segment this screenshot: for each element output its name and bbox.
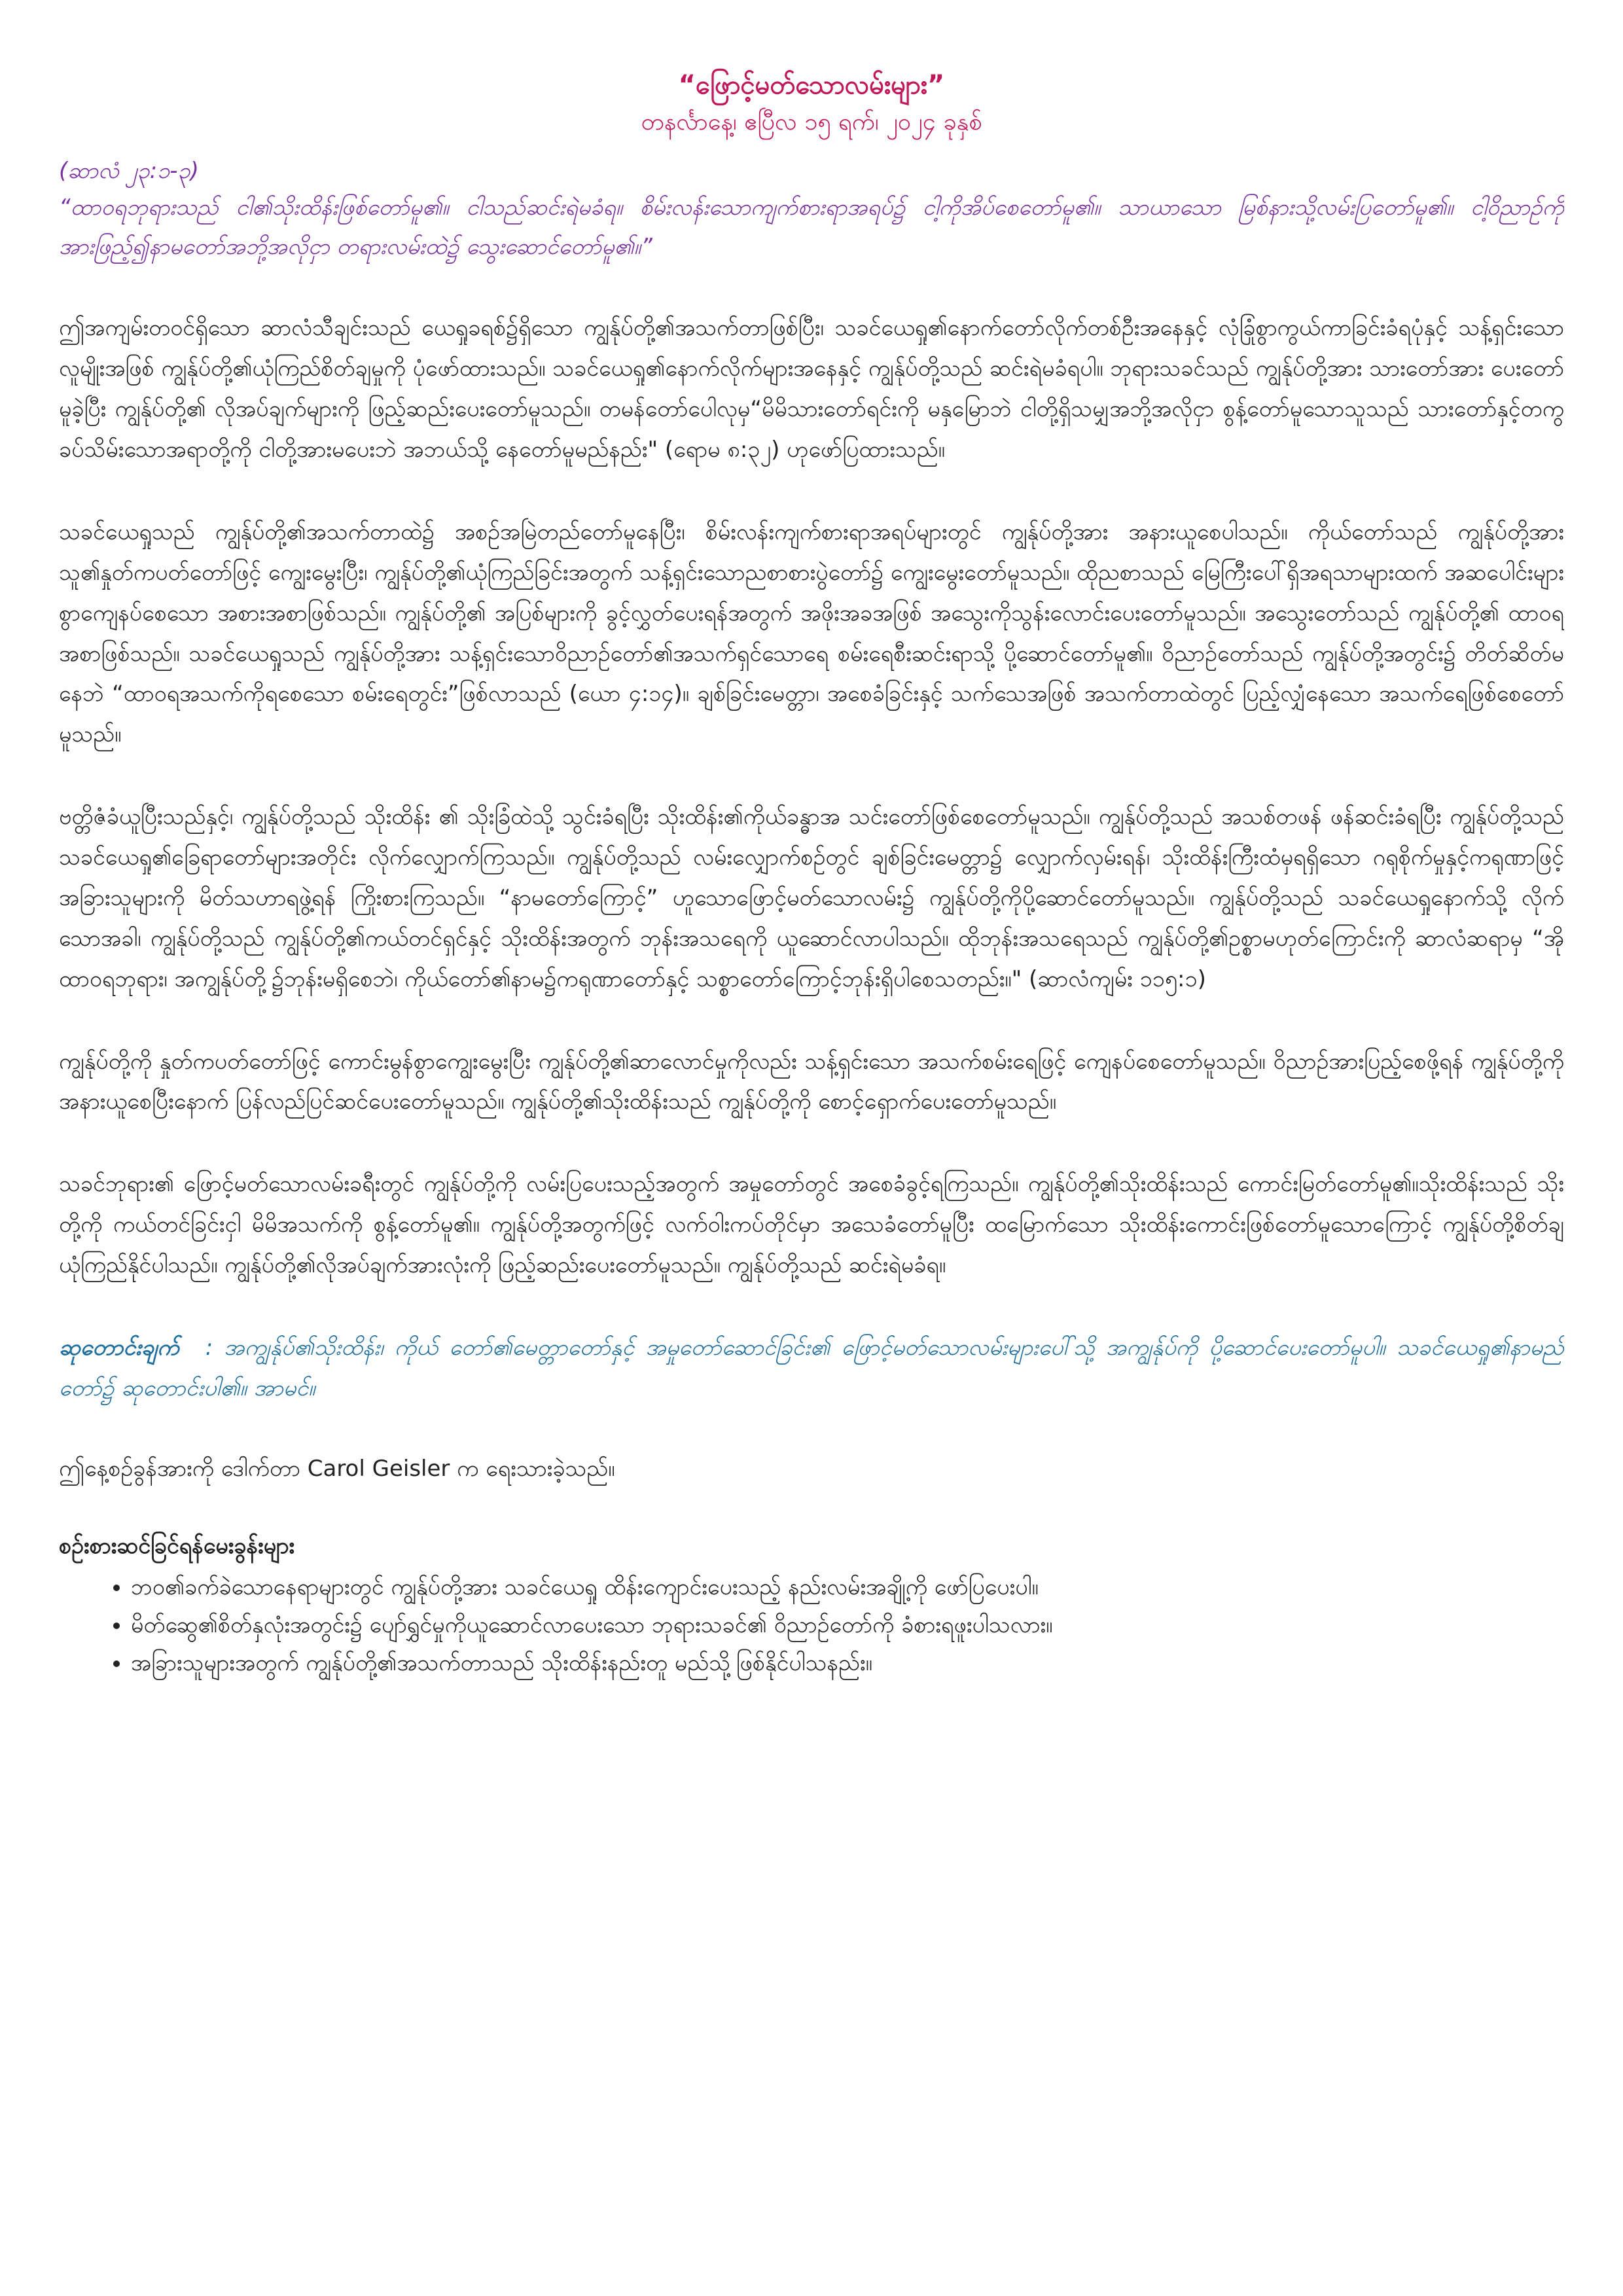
body-paragraph: ဗတ္တိဇံခံယူပြီးသည်နှင့်၊ ကျွန်ုပ်တို့သည် သိုးထိန်း ၏ သိုးခြံထဲသို့ သွင်းခံရပြီး သိုးထိန်း၏ကိုယ်ခန္ဓာအ သင်းတော်ဖြစ်စေတော်မူသည်။ ကျွန်ုပ်တို့သည် အသစ်တဖန် ဖန်ဆင်းခံရပြီး ကျွန်ုပ်တို့သည် သခင်ယေရှု၏ခြေရာတော်များအတိုင်း လိုက်လျှောက်ကြသည်။ ကျွန်ုပ်တို့သည် လမ်းလျှောက်စဉ်တွင် ချစ်ခြင်းမေတ္တာ၌ လျှောက်လှမ်းရန်၊ သိုးထိန်းကြီးထံမှရရှိသော ဂရုစိုက်မှုနှင့်ကရုဏာဖြင့် အခြားသူများကို မိတ်သဟာရဖွဲ့ရန် ကြိုးစားကြသည်။ “နာမတော်ကြောင့်” ဟူသောဖြောင့်မတ်သောလမ်း၌ ကျွန်ုပ်တို့ကိုပို့ဆောင်တော်မူသည်။ ကျွန်ုပ်တို့သည် သခင်ယေရှုနောက်သို့ လိုက်သောအခါ၊ ကျွန်ုပ်တို့သည် ကျွန်ုပ်တို့၏ကယ်တင်ရှင်နှင့် သိုးထိန်းအတွက် ဘုန်းအသရေကို ယူဆောင်လာပါသည်။ ထိုဘုန်းအသရေသည် ကျွန်ုပ်တို့၏ဥစ္စာမဟုတ်ကြောင်းကို ဆာလံဆရာမှ “အိုထာဝရဘုရား၊ အကျွန်ုပ်တို့၌ဘုန်းမရှိစေဘဲ၊ ကိုယ်တော်၏နာမ၌ကရုဏာတော်နှင့် သစ္စာတော်ကြောင့်ဘုန်းရှိပါစေသတည်း။" (ဆာလံကျမ်း ၁၁၅:၁)	[59, 804, 1564, 992]
questions-list	[59, 1569, 1564, 1682]
prayer-label: ဆုတောင်းချက်	[59, 1334, 179, 1361]
author-credit: ဤနေ့စဉ်ခွန်အားကို ဒေါက်တာ Carol Geisler က ရေးသားခဲ့သည်။	[59, 1455, 615, 1482]
question-item: • မိတ်ဆွေ၏စိတ်နှလုံးအတွင်း၌ ပျော်ရွှင်မှုကိုယူဆောင်လာပေးသော ဘုရားသခင်၏ ဝိညာဉ်တော်ကို ခံစားရဖူးပါသလား။	[131, 1607, 1564, 1645]
question-item: • ဘဝ၏ခက်ခဲသောနေရာများတွင် ကျွန်ုပ်တို့အား သခင်ယေရှု ထိန်းကျောင်းပေးသည့် နည်းလမ်းအချို့ကို ဖော်ပြပေးပါ။	[131, 1569, 1564, 1607]
prayer-block	[59, 1328, 1564, 1409]
scripture-text: “ထာဝရဘုရားသည် ငါ၏သိုးထိန်းဖြစ်တော်မူ၏။ ငါသည်ဆင်းရဲမခံရ။ စိမ်းလန်းသောကျက်စားရာအရပ်၌ ငါ့ကိုအိပ်စေတော်မူ၏။ သာယာသော မြစ်နားသို့လမ်းပြတော်မူ၏။ ငါ့ဝိညာဉ်ကို အားဖြည့်၍နာမတော်အဘို့အလိုငှာ တရားလမ်းထဲ၌ သွေးဆောင်တော်မူ၏။”	[59, 194, 1564, 260]
devotional-page	[59, 65, 1564, 2251]
scripture-reference: (ဆာလံ ၂၃:၁-၃)	[59, 158, 199, 184]
body-paragraph: သခင်ယေရှုသည် ကျွန်ုပ်တို့၏အသက်တာထဲ၌ အစဉ်အမြဲတည်တော်မူနေပြီး၊ စိမ်းလန်းကျက်စားရာအရပ်များတွင် ကျွန်ုပ်တို့အား အနားယူစေပါသည်။ ကိုယ်တော်သည် ကျွန်ုပ်တို့အား သူ၏နှုတ်ကပတ်တော်ဖြင့် ကျွေးမွေးပြီး၊ ကျွန်ုပ်တို့၏ယုံကြည်ခြင်းအတွက် သန့်ရှင်းသောညစာစားပွဲတော်၌ ကျွေးမွေးတော်မူသည်။ ထိုညစာသည် မြေကြီးပေါ်ရှိအရသာများထက် အဆပေါင်းများစွာကျေနပ်စေသော အစားအစာဖြစ်သည်။ ကျွန်ုပ်တို့၏ အပြစ်များကို ခွင့်လွှတ်ပေးရန်အတွက် အဖိုးအခအဖြစ် အသွေးကိုသွန်းလောင်းပေးတော်မူသည်။ အသွေးတော်သည် ကျွန်ုပ်တို့၏ ထာဝရအစာဖြစ်သည်။ သခင်ယေရှုသည် ကျွန်ုပ်တို့အား သန့်ရှင်းသောဝိညာဉ်တော်၏အသက်ရှင်သောရေ စမ်းရေစီးဆင်းရာသို့ ပို့ဆောင်တော်မူ၏။ ဝိညာဉ်တော်သည် ကျွန်ုပ်တို့အတွင်း၌ တိတ်ဆိတ်မနေဘဲ “ထာဝရအသက်ကိုရစေသော စမ်းရေတွင်း”ဖြစ်လာသည် (ယော ၄:၁၄)။ ချစ်ခြင်းမေတ္တာ၊ အစေခံခြင်းနှင့် သက်သေအဖြစ် အသက်တာထဲတွင် ပြည့်လျှံနေသော အသက်ရေဖြစ်စေတော်မူသည်။	[59, 518, 1564, 748]
body-paragraph: သခင်ဘုရား၏ ဖြောင့်မတ်သောလမ်းခရီးတွင် ကျွန်ုပ်တို့ကို လမ်းပြပေးသည့်အတွက် အမှုတော်တွင် အစေခံခွင့်ရကြသည်။ ကျွန်ုပ်တို့၏သိုးထိန်းသည် ကောင်းမြတ်တော်မူ၏။သိုးထိန်းသည် သိုးတို့ကို ကယ်တင်ခြင်းငှါ မိမိအသက်ကို စွန့်တော်မူ၏။ ကျွန်ုပ်တို့အတွက်ဖြင့် လက်ဝါးကပ်တိုင်မှာ အသေခံတော်မူပြီး ထမြောက်သော သိုးထိန်းကောင်းဖြစ်တော်မူသောကြောင့် ကျွန်ုပ်တို့စိတ်ချယုံကြည်နိုင်ပါသည်။ ကျွန်ုပ်တို့၏လိုအပ်ချက်အားလုံးကို ဖြည့်ဆည်းပေးတော်မူသည်။ ကျွန်ုပ်တို့သည် ဆင်းရဲမခံရ။	[59, 1171, 1564, 1279]
date-line: တနင်္လာနေ့၊ ဧပြီလ ၁၅ ရက်၊ ၂၀၂၄ ခုနှစ်	[641, 109, 982, 135]
question-item: • အခြားသူများအတွက် ကျွန်ုပ်တို့၏အသက်တာသည် သိုးထိန်းနည်းတူ မည်သို့ဖြစ်နိုင်ပါသနည်း။	[131, 1645, 1564, 1683]
header	[59, 65, 1564, 140]
page-title: “ဖြောင့်မတ်သောလမ်းများ”	[678, 70, 945, 100]
questions-heading: စဉ်းစားဆင်ခြင်ရန်မေးခွန်းများ	[59, 1533, 295, 1560]
prayer-text: : အကျွန်ုပ်၏သိုးထိန်း၊ ကိုယ် တော်၏မေတ္တာတော်နှင့် အမှုတော်ဆောင်ခြင်း၏ ဖြောင့်မတ်သောလမ်းများပေါ်သို့ အကျွန်ုပ်ကို ပို့ဆောင်ပေးတော်မူပါ။ သခင်ယေရှု၏နာမည်တော်၌ ဆုတောင်းပါ၏။ အာမင်။	[59, 1334, 1564, 1401]
body-paragraph: ဤအကျမ်းတဝင်ရှိသော ဆာလံသီချင်းသည် ယေရှုခရစ်၌ရှိသော ကျွန်ုပ်တို့၏အသက်တာဖြစ်ပြီး၊ သခင်ယေရှု၏နောက်တော်လိုက်တစ်ဦးအနေနှင့် လုံခြုံစွာကွယ်ကာခြင်းခံရပုံနှင့် သန့်ရှင်းသောလူမျိုးအဖြစ် ကျွန်ုပ်တို့၏ယုံကြည်စိတ်ချမှုကို ပုံဖော်ထားသည်။ သခင်ယေရှု၏နောက်လိုက်များအနေနှင့် ကျွန်ုပ်တို့သည် ဆင်းရဲမခံရပါ။ ဘုရားသခင်သည် ကျွန်ုပ်တို့အား သားတော်အား ပေးတော်မူခဲ့ပြီး ကျွန်ုပ်တို့၏ လိုအပ်ချက်များကို ဖြည့်ဆည်းပေးတော်မူသည်။ တမန်တော်ပေါလုမှ“မိမိသားတော်ရင်းကို မနှမြောဘဲ ငါတို့ရှိသမျှအဘို့အလိုငှာ စွန့်တော်မူသောသူသည် သားတော်နှင့်တကွခပ်သိမ်းသောအရာတို့ကို ငါတို့အားမပေးဘဲ အဘယ်သို့ နေတော်မူမည်နည်း" (ရောမ ၈:၃၂) ဟုဖော်ပြထားသည်။	[59, 315, 1564, 463]
body-paragraph: ကျွန်ုပ်တို့ကို နှုတ်ကပတ်တော်ဖြင့် ကောင်းမွန်စွာကျွေးမွေးပြီး ကျွန်ုပ်တို့၏ဆာလောင်မှုကိုလည်း သန့်ရှင်းသော အသက်စမ်းရေဖြင့် ကျေနပ်စေတော်မူသည်။ ဝိညာဉ်အားပြည့်စေဖို့ရန် ကျွန်ုပ်တို့ကိုအနားယူစေပြီးနောက် ပြန်လည်ပြင်ဆင်ပေးတော်မူသည်။ ကျွန်ုပ်တို့၏သိုးထိန်းသည် ကျွန်ုပ်တို့ကို စောင့်ရှောက်ပေးတော်မူသည်။	[59, 1048, 1564, 1115]
